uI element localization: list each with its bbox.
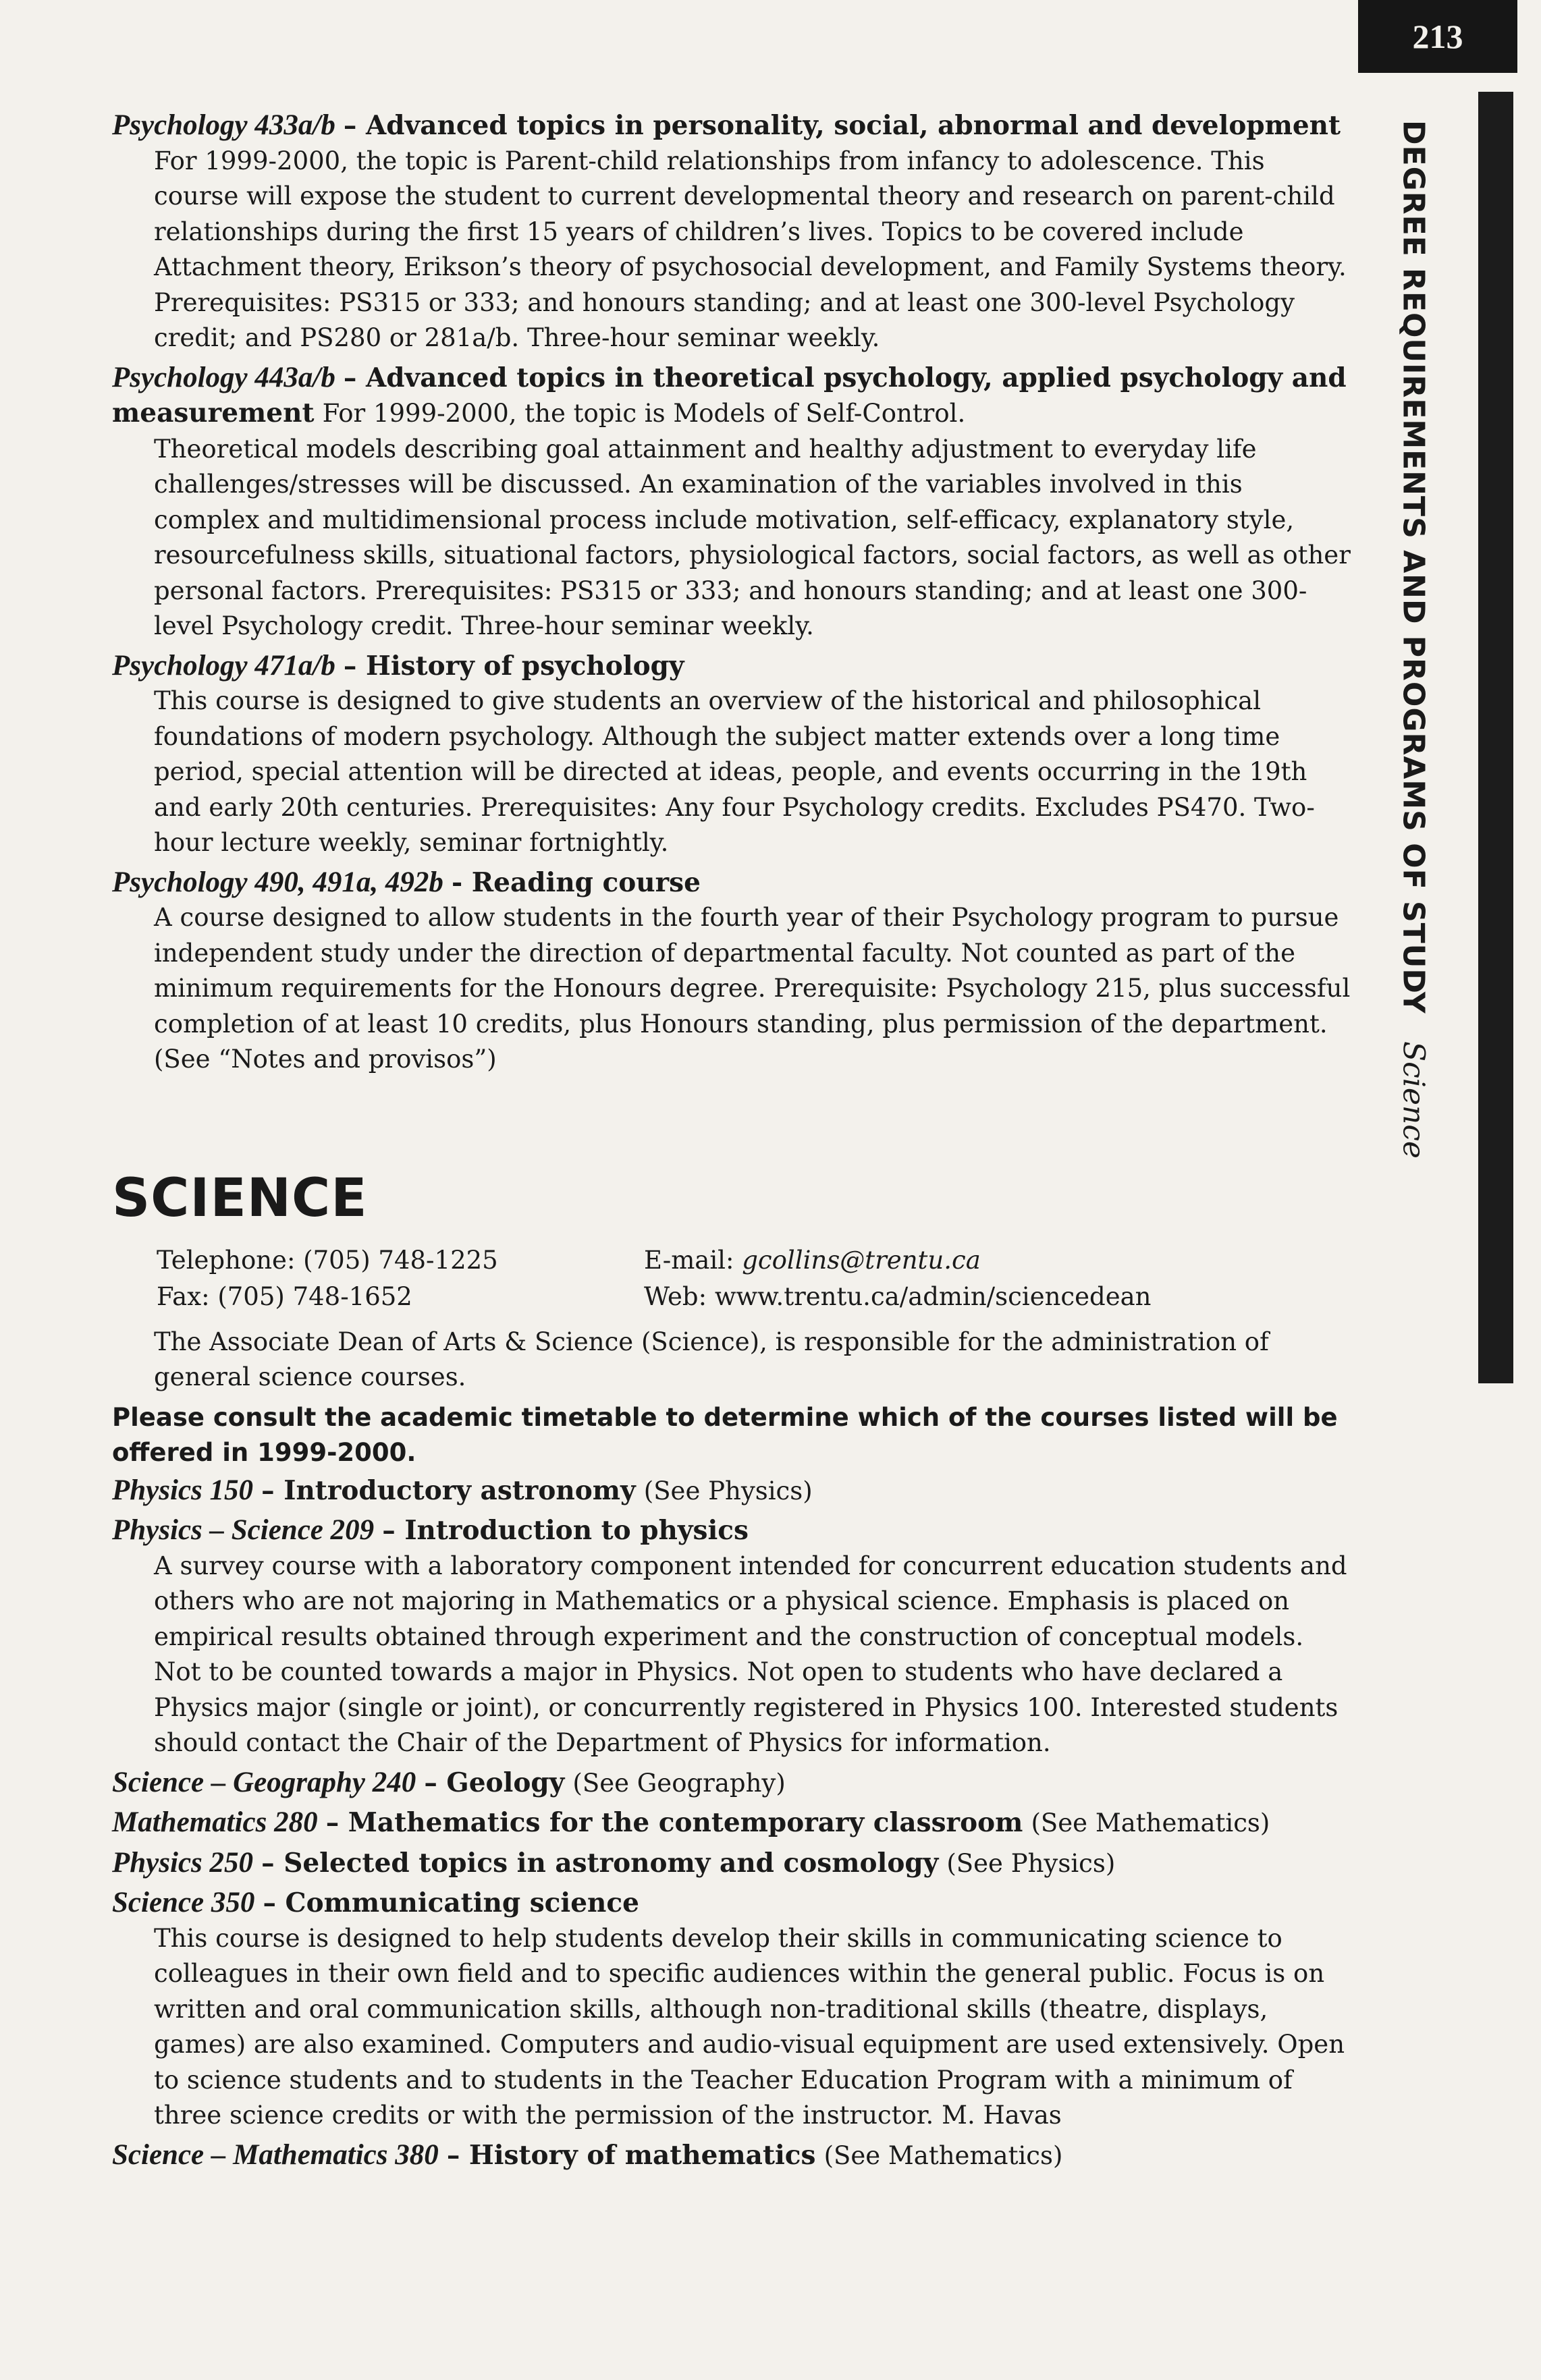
- course-cross-reference: (See Mathematics): [823, 2140, 1063, 2170]
- fax: Fax: (705) 748-1652: [157, 1281, 412, 1311]
- course-title: History of psychology: [366, 650, 684, 682]
- course-dash: –: [343, 110, 366, 141]
- course-entry: [112, 1765, 1354, 1802]
- course-heading: [112, 108, 1354, 144]
- course-title: Advanced topics in theoretical psychology, applied psychology and measurement: [112, 362, 1347, 428]
- course-code: Mathematics 280: [112, 1806, 318, 1838]
- course-heading: [112, 1513, 1354, 1549]
- course-dash: –: [424, 1767, 447, 1798]
- course-entry: [112, 360, 1354, 644]
- course-inline-description: For 1999-2000, the topic is Models of Self-Control.: [322, 399, 966, 428]
- course-heading: [112, 648, 1354, 684]
- course-description: A survey course with a laboratory component intended for concurrent education students and others who are not majoring in Mathematics or a physical science. Emphasis is placed on empirical results obtained through experiment and the construction of conceptual models. Not to be counted towards a major in Physics. Not open to students who have declared a Physics major (single or joint), or concurrently registered in Physics 100. Interested students should contact the Chair of the Department of Physics for information.: [154, 1551, 1347, 1757]
- course-code: Physics – Science 209: [112, 1514, 375, 1546]
- course-dash: –: [325, 1807, 348, 1838]
- course-code: Psychology 433a/b: [112, 109, 335, 141]
- course-heading: [112, 1846, 1354, 1882]
- contact-info: [157, 1242, 1354, 1315]
- side-tab-bar: [1478, 92, 1513, 1383]
- side-subsection-title: Science: [1396, 1041, 1431, 1159]
- course-dash: –: [382, 1515, 405, 1546]
- section-intro: The Associate Dean of Arts & Science (Science), is responsible for the administration of general science courses.: [154, 1327, 1269, 1391]
- course-dash: –: [263, 1887, 286, 1918]
- course-entry: [112, 1513, 1354, 1761]
- course-heading: [112, 1765, 1354, 1802]
- course-heading: [112, 360, 1354, 432]
- course-description: For 1999-2000, the topic is Parent-child relationships from infancy to adolescence. This course will expose the student to current developmental theory and research on parent-child relationships during the first 15 years of children’s lives. Topics to be covered include Attachment theory, Erikson’s theory of psychosocial development, and Family Systems theory. Prerequisites: PS315 or 333; and honours standing; and at least one 300-level Psychology credit; and PS280 or 281a/b. Three-hour seminar weekly.: [154, 146, 1347, 352]
- course-code: Psychology 471a/b: [112, 649, 335, 682]
- course-entry: [112, 1473, 1354, 1510]
- course-code: Science – Mathematics 380: [112, 2138, 439, 2171]
- side-section-title: DEGREE REQUIREMENTS AND PROGRAMS OF STUDY: [1396, 120, 1431, 1014]
- telephone: Telephone: (705) 748-1225: [157, 1245, 498, 1275]
- course-description: Theoretical models describing goal attainment and healthy adjustment to everyday life challenges/stresses will be discussed. An examination of the variables involved in this complex and multidimensional process include motivation, self-efficacy, explanatory style, resourcefulness skills, situational factors, physiological factors, social factors, as well as other personal factors. Prerequisites: PS315 or 333; and honours standing; and at least one 300-level Psychology credit. Three-hour seminar weekly.: [154, 434, 1351, 640]
- course-heading: [112, 1473, 1354, 1510]
- course-title: Communicating science: [285, 1887, 639, 1918]
- course-heading: [112, 2138, 1354, 2174]
- page-number: 213: [1358, 0, 1517, 73]
- course-entry: [112, 1885, 1354, 2134]
- course-description: This course is designed to help students develop their skills in communicating science to colleagues in their own field and to specific audiences within the general public. Focus is on written and oral communication skills, although non-traditional skills (theatre, displays, games) are also examined. Computers and audio-visual equipment are used extensively. Open to science students and to students in the Teacher Education Program with a minimum of three science credits or with the permission of the instructor. M. Havas: [154, 1923, 1345, 2130]
- course-entry: [112, 1846, 1354, 1882]
- course-title: Selected topics in astronomy and cosmology: [283, 1847, 939, 1879]
- course-description: This course is designed to give students an overview of the historical and philosophical foundations of modern psychology. Although the subject matter extends over a long time period, special attention will be directed at ideas, people, and events occurring in the 19th and early 20th centuries. Prerequisites: Any four Psychology credits. Excludes PS470. Two-hour lecture weekly, seminar fortnightly.: [154, 686, 1315, 857]
- course-title: Reading course: [471, 866, 701, 898]
- course-code: Psychology 443a/b: [112, 361, 335, 393]
- web-address[interactable]: Web: www.trentu.ca/admin/sciencedean: [644, 1281, 1152, 1311]
- course-dash: –: [446, 2139, 469, 2171]
- course-dash: -: [451, 866, 472, 898]
- course-code: Physics 250: [112, 1846, 254, 1879]
- section-title: SCIENCE: [112, 1167, 368, 1229]
- course-cross-reference: (See Physics): [946, 1848, 1116, 1878]
- course-code: Science – Geography 240: [112, 1766, 416, 1798]
- course-entry: [112, 1805, 1354, 1842]
- course-dash: –: [343, 650, 366, 682]
- course-code: Science 350: [112, 1887, 255, 1918]
- email-address[interactable]: gcollins@trentu.ca: [742, 1245, 981, 1275]
- page-body: [112, 108, 1354, 2178]
- course-cross-reference: (See Geography): [572, 1768, 786, 1798]
- course-entry: [112, 648, 1354, 861]
- course-dash: –: [261, 1474, 284, 1506]
- course-title: Introductory astronomy: [283, 1474, 636, 1506]
- section-spacer: [112, 1082, 1354, 1161]
- course-heading: [112, 1805, 1354, 1842]
- side-section-label: [1392, 120, 1435, 1200]
- course-code: Physics 150: [112, 1474, 254, 1506]
- course-entry: [112, 865, 1354, 1078]
- course-dash: –: [343, 362, 366, 393]
- course-title: Advanced topics in personality, social, abnormal and development: [366, 110, 1341, 141]
- course-code: Psychology 490, 491a, 492b: [112, 866, 443, 898]
- course-description: A course designed to allow students in the fourth year of their Psychology program to pursue independent study under the direction of departmental faculty. Not counted as part of the minimum requirements for the Honours degree. Prerequisite: Psychology 215, plus successful completion of at least 10 credits, plus Honours standing, plus permission of the department. (See “Notes and provisos”): [154, 903, 1351, 1074]
- course-entry: [112, 108, 1354, 356]
- course-heading: [112, 865, 1354, 901]
- course-entry: [112, 2138, 1354, 2174]
- timetable-notice: Please consult the academic timetable to determine which of the courses listed will be offered in 1999-2000.: [112, 1402, 1338, 1467]
- course-title: Mathematics for the contemporary classroom: [348, 1807, 1023, 1838]
- course-title: Geology: [446, 1767, 565, 1798]
- email-line: [644, 1242, 1354, 1279]
- course-heading: [112, 1885, 1354, 1921]
- course-title: Introduction to physics: [404, 1515, 749, 1546]
- course-title: History of mathematics: [468, 2139, 816, 2171]
- course-cross-reference: (See Mathematics): [1031, 1808, 1270, 1837]
- email-label: E-mail:: [644, 1245, 742, 1275]
- course-dash: –: [261, 1847, 284, 1879]
- course-cross-reference: (See Physics): [643, 1476, 813, 1505]
